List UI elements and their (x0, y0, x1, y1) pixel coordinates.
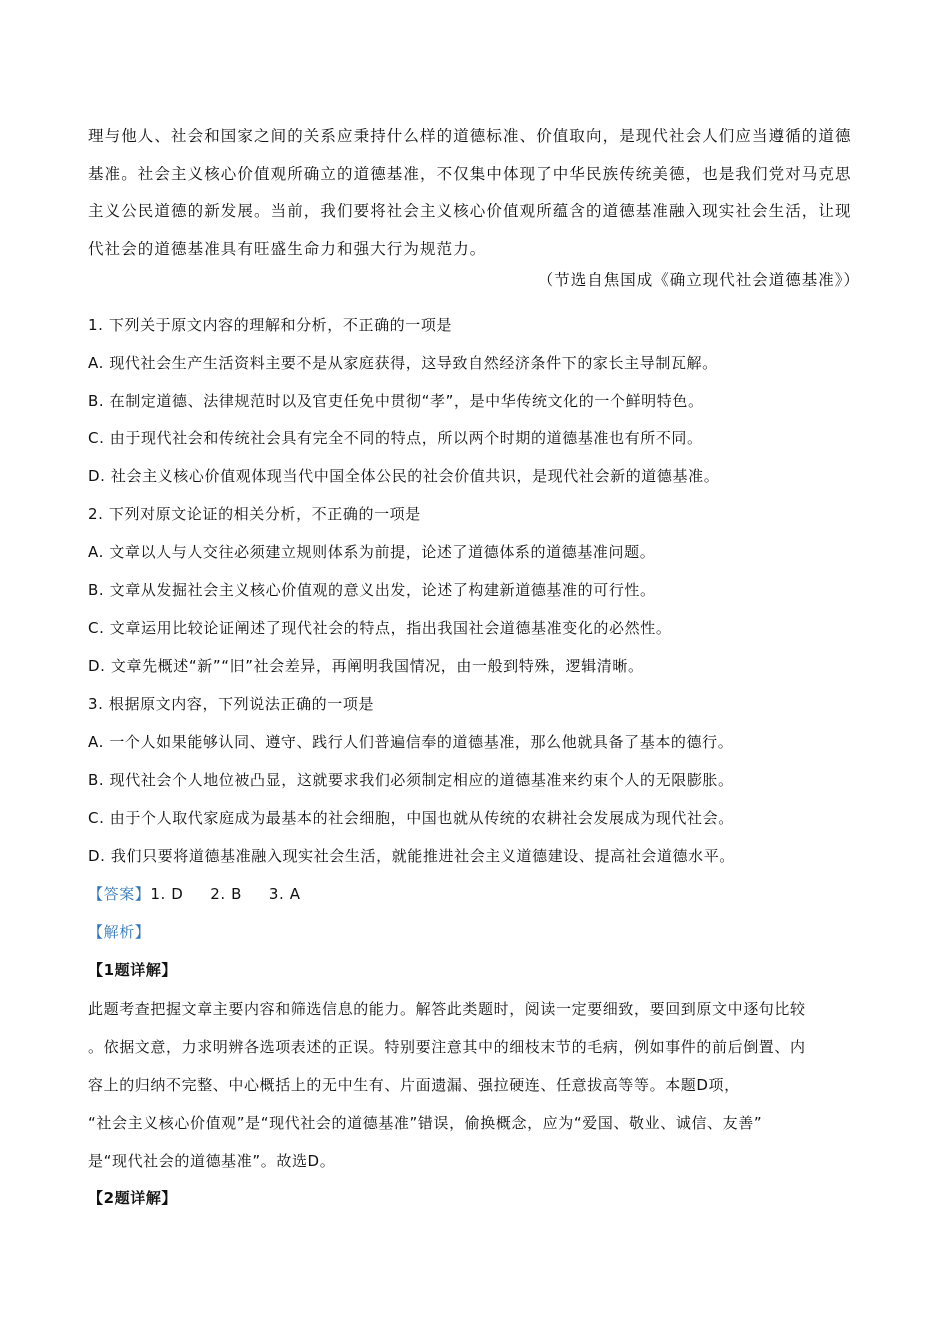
passage-line: 理与他人、社会和国家之间的关系应秉持什么样的道德标准、价值取向，是现代社会人们应当遵循的道德 (88, 127, 852, 145)
answer-text: 1. D 2. B 3. A (150, 885, 301, 903)
question-option: D. 我们只要将道德基准融入现实社会生活，就能推进社会主义道德建设、提高社会道德水平。 (88, 847, 735, 865)
detail-line: 容上的归纳不完整、中心概括上的无中生有、片面遗漏、强拉硬连、任意拔高等等。本题D项， (88, 1076, 740, 1094)
question-option: B. 文章从发掘社会主义核心价值观的意义出发，论述了构建新道德基准的可行性。 (88, 581, 656, 599)
detail-1-paragraph (88, 990, 860, 1180)
detail-line: “社会主义核心价值观”是“现代社会的道德基准”错误，偷换概念，应为“爱国、敬业、诚信、友善” (88, 1114, 763, 1132)
question-option: A. 文章以人与人交往必须建立规则体系为前提，论述了道德体系的道德基准问题。 (88, 543, 656, 561)
passage-text (88, 118, 858, 268)
question-option: C. 由于个人取代家庭成为最基本的社会细胞，中国也就从传统的农耕社会发展成为现代社会。 (88, 809, 734, 827)
question-option: A. 一个人如果能够认同、遵守、践行人们普遍信奉的道德基准，那么他就具备了基本的德行。 (88, 733, 734, 751)
question-option: A. 现代社会生产生活资料主要不是从家庭获得，这导致自然经济条件下的家长主导制瓦解。 (88, 354, 718, 372)
analysis-tag: 【解析】 (88, 923, 151, 941)
detail-line: 。依据文意，力求明辨各选项表述的正误。特别要注意其中的细枝末节的毛病，例如事件的前后倒置、内 (88, 1038, 806, 1056)
question-stem: 3. 根据原文内容，下列说法正确的一项是 (88, 695, 375, 713)
answer-line (88, 883, 301, 904)
question-option: B. 现代社会个人地位被凸显，这就要求我们必须制定相应的道德基准来约束个人的无限膨胀。 (88, 771, 734, 789)
detail-heading-2: 【2题详解】 (88, 1189, 178, 1207)
question-option: C. 文章运用比较论证阐述了现代社会的特点，指出我国社会道德基准变化的必然性。 (88, 619, 672, 637)
answer-tag: 【答案】 (88, 885, 151, 903)
passage-line: 代社会的道德基准具有旺盛生命力和强大行为规范力。 (88, 239, 487, 258)
question-stem: 1. 下列关于原文内容的理解和分析，不正确的一项是 (88, 316, 453, 334)
question-option: D. 社会主义核心价值观体现当代中国全体公民的社会价值共识，是现代社会新的道德基准。 (88, 467, 720, 485)
question-option: C. 由于现代社会和传统社会具有完全不同的特点，所以两个时期的道德基准也有所不同。 (88, 429, 703, 447)
passage-line: 主义公民道德的新发展。当前，我们要将社会主义核心价值观所蕴含的道德基准融入现实社会生活，让现 (88, 202, 852, 220)
passage-line: 基准。社会主义核心价值观所确立的道德基准，不仅集中体现了中华民族传统美德，也是我们党对马克思 (88, 164, 852, 183)
detail-line: 是“现代社会的道德基准”。故选D。 (88, 1152, 336, 1170)
question-stem: 2. 下列对原文论证的相关分析，不正确的一项是 (88, 505, 421, 523)
detail-heading-1: 【1题详解】 (88, 961, 178, 979)
detail-line: 此题考查把握文章主要内容和筛选信息的能力。解答此类题时，阅读一定要细致，要回到原文中逐句比较 (88, 1000, 806, 1018)
question-option: D. 文章先概述“新”“旧”社会差异，再阐明我国情况，由一般到特殊，逻辑清晰。 (88, 657, 644, 675)
question-option: B. 在制定道德、法律规范时以及官吏任免中贯彻“孝”，是中华传统文化的一个鲜明特色。 (88, 392, 704, 410)
passage-source: （节选自焦国成《确立现代社会道德基准》） (537, 271, 860, 289)
